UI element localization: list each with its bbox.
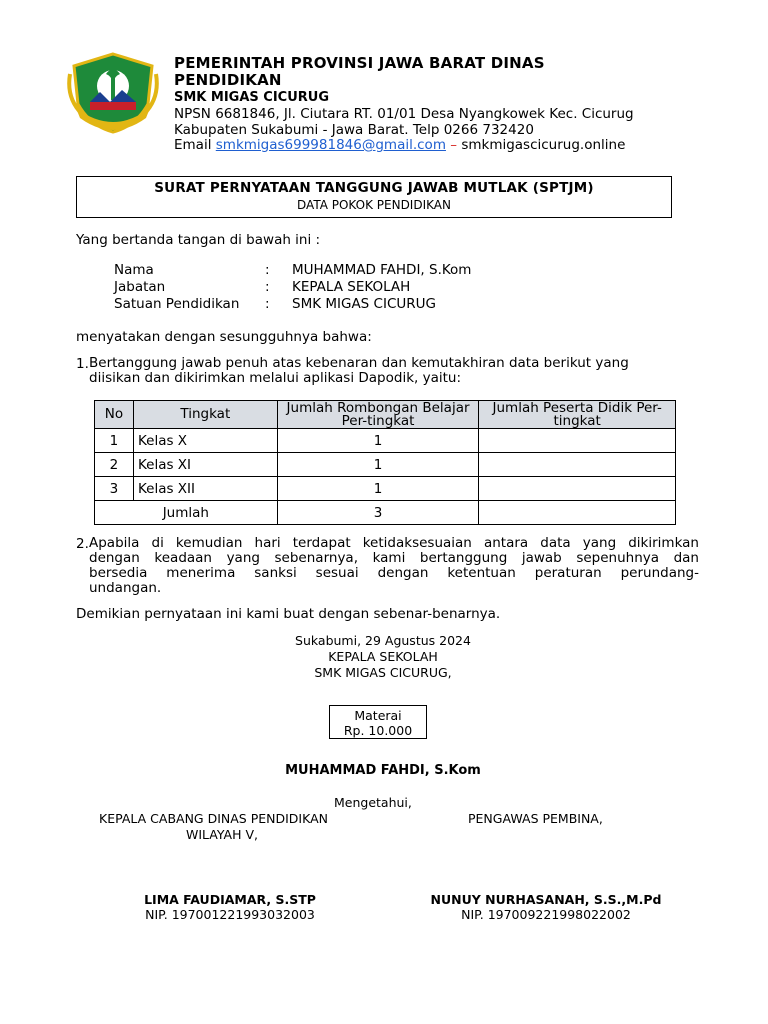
cell-total-peserta: [479, 501, 676, 525]
separator-dash: –: [450, 137, 458, 153]
supervisor-role: PENGAWAS PEMBINA,: [468, 811, 603, 826]
data-table: [94, 400, 676, 525]
header-tingkat: Tingkat: [133, 401, 277, 429]
cell-rombel: 1: [277, 429, 479, 453]
signature-school: SMK MIGAS CICURUG,: [314, 665, 452, 680]
cell-total-label: Jumlah: [95, 501, 278, 525]
document-title: SURAT PERNYATAAN TANGGUNG JAWAB MUTLAK (SPTJM): [154, 180, 594, 196]
intro-text: Yang bertanda tangan di bawah ini :: [76, 232, 321, 248]
website-text: smkmigascicurug.online: [461, 137, 626, 153]
table-total-row: [95, 501, 676, 525]
email-label: Email: [174, 137, 212, 153]
school-name: SMK MIGAS CICURUG: [174, 90, 330, 105]
identity-value-jabatan: KEPALA SEKOLAH: [292, 279, 411, 295]
table-row: [95, 477, 676, 501]
identity-label-satuan: Satuan Pendidikan: [114, 296, 240, 312]
stamp-label: Materai: [354, 708, 402, 723]
province-emblem-logo: [66, 52, 160, 136]
cell-tingkat: Kelas X: [133, 429, 277, 453]
header-no: No: [95, 401, 134, 429]
email-link[interactable]: smkmigas699981846@gmail.com: [215, 137, 446, 153]
school-address-line1: NPSN 6681846, Jl. Ciutara RT. 01/01 Desa Nyangkowek Kec. Cicurug: [174, 106, 634, 122]
point2-line: Apabila di kemudian hari terdapat ketidaksesuaian antara data yang dikirimkan: [89, 535, 699, 551]
cell-total-rombel: 3: [277, 501, 479, 525]
identity-value-satuan: SMK MIGAS CICURUG: [292, 296, 436, 312]
cell-no: 3: [95, 477, 134, 501]
cell-peserta: [479, 453, 676, 477]
point1-text: [89, 356, 699, 386]
signature-place-date: Sukabumi, 29 Agustus 2024: [295, 633, 471, 648]
identity-colon: :: [265, 262, 270, 278]
point1-line: diisikan dan dikirimkan melalui aplikasi Dapodik, yaitu:: [89, 370, 462, 386]
supervisor-nip: NIP. 197009221998022002: [461, 907, 631, 922]
acknowledgement-label: Mengetahui,: [334, 795, 412, 810]
identity-label-nama: Nama: [114, 262, 154, 278]
table-row: [95, 453, 676, 477]
identity-colon: :: [265, 279, 270, 295]
cell-tingkat: Kelas XI: [133, 453, 277, 477]
contact-line: [174, 137, 625, 153]
branch-head-role-line1: KEPALA CABANG DINAS PENDIDIKAN: [99, 811, 328, 826]
cell-rombel: 1: [277, 453, 479, 477]
point-number: 2.: [76, 536, 89, 552]
point2-line: bersedia menerima sanksi sesuai dengan ketentuan peraturan perundang-: [89, 565, 699, 581]
identity-colon: :: [265, 296, 270, 312]
branch-head-nip: NIP. 197001221993032003: [145, 907, 315, 922]
cell-no: 2: [95, 453, 134, 477]
header-peserta: Jumlah Peserta Didik Per-tingkat: [479, 401, 676, 429]
identity-value-nama: MUHAMMAD FAHDI, S.Kom: [292, 262, 472, 278]
branch-head-role-line2: WILAYAH V,: [186, 827, 258, 842]
cell-peserta: [479, 429, 676, 453]
identity-label-jabatan: Jabatan: [114, 279, 166, 295]
cell-tingkat: Kelas XII: [133, 477, 277, 501]
principal-name: MUHAMMAD FAHDI, S.Kom: [285, 763, 481, 778]
document-title-box: [76, 176, 672, 218]
point-number: 1.: [76, 356, 89, 372]
branch-head-name: LIMA FAUDIAMAR, S.STP: [144, 892, 316, 907]
point2-line: dengan keadaan yang sebenarnya, kami bertanggung jawab sepenuhnya dan: [89, 550, 699, 566]
stamp-duty-box: [329, 705, 427, 739]
cell-peserta: [479, 477, 676, 501]
point2-line: undangan.: [89, 580, 162, 596]
statement-text: menyatakan dengan sesungguhnya bahwa:: [76, 329, 372, 345]
stamp-amount: Rp. 10.000: [343, 723, 413, 738]
signature-role: KEPALA SEKOLAH: [328, 649, 438, 664]
table-row: [95, 429, 676, 453]
cell-no: 1: [95, 429, 134, 453]
table-header-row: [95, 401, 676, 429]
cell-rombel: 1: [277, 477, 479, 501]
point1-line: Bertanggung jawab penuh atas kebenaran dan kemutakhiran data berikut yang: [89, 355, 629, 371]
document-subtitle: DATA POKOK PENDIDIKAN: [297, 198, 451, 212]
school-address-line2: Kabupaten Sukabumi - Jawa Barat. Telp 0266 732420: [174, 122, 534, 138]
header-rombel: Jumlah Rombongan Belajar Per-tingkat: [277, 401, 479, 429]
point2-text: [89, 536, 699, 596]
supervisor-name: NUNUY NURHASANAH, S.S.,M.Pd: [430, 892, 662, 907]
closing-text: Demikian pernyataan ini kami buat dengan sebenar-benarnya.: [76, 606, 501, 622]
agency-title: PEMERINTAH PROVINSI JAWA BARAT DINAS PENDIDIKAN: [174, 54, 545, 89]
